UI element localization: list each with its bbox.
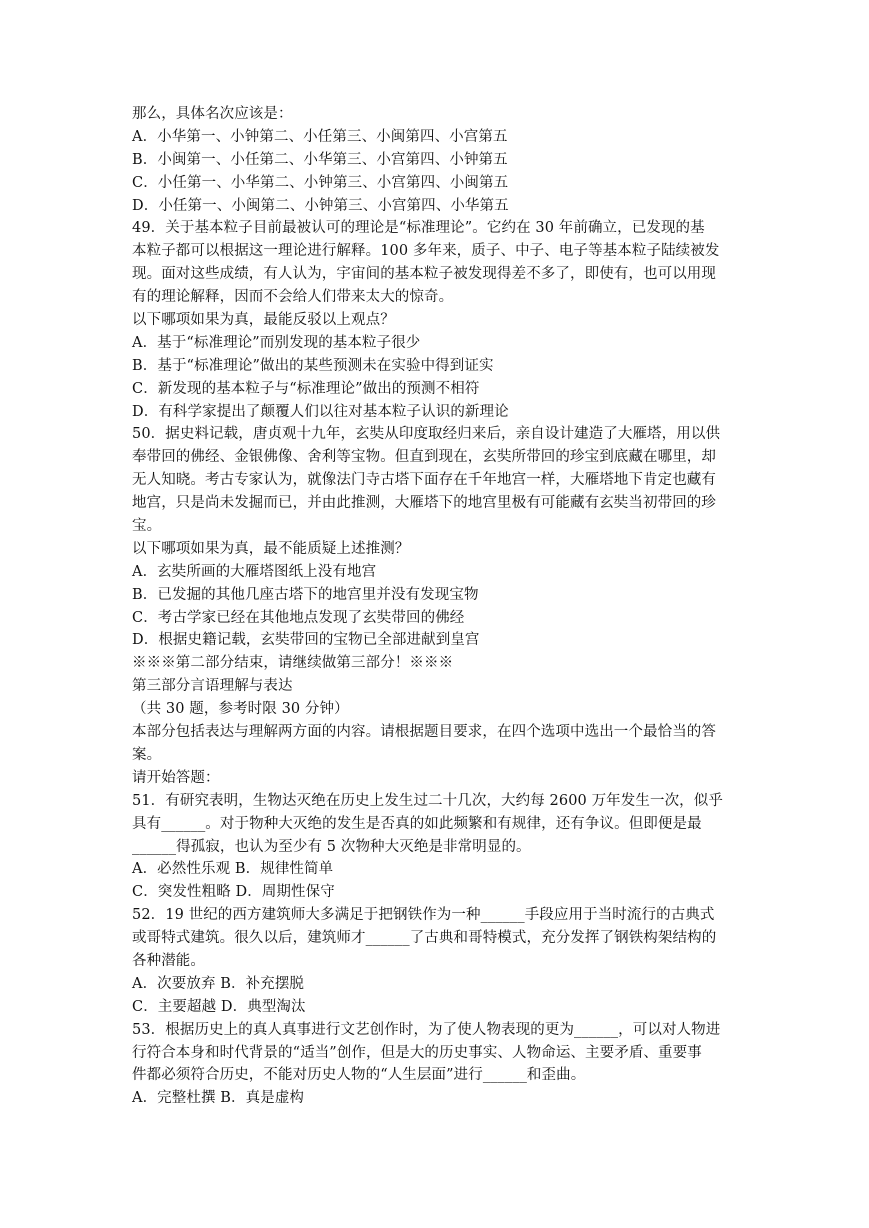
q50-stem-line-3: 无人知晓。考古专家认为，就像法门寺古塔下面存在千年地宫一样，大雁塔地下肯定也藏有: [132, 472, 716, 489]
intro-question-line: 那么，具体名次应该是：: [132, 106, 293, 122]
q51-options-cd: C．突发性粗略 D．周期性保守: [132, 884, 335, 901]
q50-stem-line-4: 地宫，只是尚未发掘而已，并由此推测，大雁塔下的地宫里极有可能藏有玄奘当初带回的珍: [132, 495, 716, 512]
q50-option-d: D．根据史籍记载，玄奘带回的宝物已全部进献到皇宫: [132, 632, 480, 649]
q51-stem-line-2: 具有______。对于物种大灭绝的发生是否真的如此频繁和有规律，还有争议。但即便是最: [132, 815, 702, 832]
q51-stem-line-3: ______得孤寂，也认为至少有 5 次物种大灭绝是非常明显的。: [132, 838, 531, 855]
q49-stem-line-4: 有的理论解释，因而不会给人们带来太大的惊奇。: [132, 289, 454, 306]
section-end-notice: ※※※第二部分结束，请继续做第三部分！※※※: [132, 655, 454, 672]
q50-stem-line-2: 奉带回的佛经、金银佛像、舍利等宝物。但直到现在，玄奘所带回的珍宝到底藏在哪里，却: [132, 449, 716, 466]
q49-stem-line-1: 49．关于基本粒子目前最被认可的理论是“标准理论”。它约在 30 年前确立，已发现的基: [132, 220, 705, 237]
q49-option-c: C．新发现的基本粒子与“标准理论”做出的预测不相符: [132, 380, 480, 397]
section-3-time-limit: （共 30 题，参考时限 30 分钟）: [132, 701, 349, 718]
q51-stem-line-1: 51．有研究表明，生物达灭绝在历史上发生过二十几次，大约每 2600 万年发生一次，似乎: [132, 792, 723, 809]
q53-stem-line-3: 件都必须符合历史，不能对历史人物的“人生层面”进行______和歪曲。: [132, 1067, 586, 1084]
q52-options-cd: C．主要超越 D．典型淘汰: [132, 998, 306, 1015]
q49-stem-line-3: 现。面对这些成绩，有人认为，宇宙间的基本粒子被发现得差不多了，即使有，也可以用现: [132, 266, 716, 283]
section-3-instructions-line-1: 本部分包括表达与理解两方面的内容。请根据题目要求，在四个选项中选出一个最恰当的答: [132, 724, 716, 741]
q49-option-b: B．基于“标准理论”做出的某些预测未在实验中得到证实: [132, 357, 494, 374]
q50-stem-line-1: 50．据史料记载，唐贞观十九年，玄奘从印度取经归来后，亲自设计建造了大雁塔，用以供: [132, 426, 721, 443]
q53-stem-line-1: 53．根据历史上的真人真事进行文艺创作时，为了使人物表现的更为______，可以对人物进: [132, 1021, 721, 1038]
q52-stem-line-3: 各种潜能。: [132, 952, 205, 969]
q50-option-a: A．玄奘所画的大雁塔图纸上没有地宫: [132, 563, 377, 580]
q52-stem-line-2: 或哥特式建筑。很久以后，建筑师才______了古典和哥特模式，充分发挥了钢铁构架结构的: [132, 930, 717, 947]
section-3-instructions-line-2: 案。: [132, 746, 162, 763]
q48-option-a: A．小华第一、小钟第二、小任第三、小闽第四、小宫第五: [132, 128, 508, 145]
q50-option-c: C．考古学家已经在其他地点发现了玄奘带回的佛经: [132, 609, 465, 626]
q49-option-a: A．基于“标准理论”而别发现的基本粒子很少: [132, 334, 421, 351]
q50-prompt: 以下哪项如果为真，最不能质疑上述推测？: [132, 540, 410, 557]
q52-options-ab: A．次要放弃 B．补充摆脱: [132, 975, 305, 992]
document-page: [132, 103, 742, 1110]
q49-stem-line-2: 本粒子都可以根据这一理论进行解释。100 多年来，质子、中子、电子等基本粒子陆续被发: [132, 243, 720, 260]
section-3-title: 第三部分言语理解与表达: [132, 678, 293, 695]
q51-options-ab: A．必然性乐观 B．规律性简单: [132, 861, 334, 878]
q50-stem-line-5: 宝。: [132, 518, 162, 535]
q53-options-ab: A．完整杜撰 B．真是虚构: [132, 1090, 305, 1107]
start-answering-label: 请开始答题：: [132, 769, 220, 786]
q49-prompt: 以下哪项如果为真，最能反驳以上观点？: [132, 312, 395, 329]
q50-option-b: B．已发掘的其他几座古塔下的地宫里并没有发现宝物: [132, 586, 479, 603]
q52-stem-line-1: 52．19 世纪的西方建筑师大多满足于把钢铁作为一种______手段应用于当时流行的古典式: [132, 907, 715, 924]
q49-option-d: D．有科学家提出了颠覆人们以往对基本粒子认识的新理论: [132, 403, 509, 420]
q48-option-c: C．小任第一、小华第二、小钟第三、小宫第四、小闽第五: [132, 174, 509, 191]
q48-option-b: B．小闽第一、小任第二、小华第三、小宫第四、小钟第五: [132, 151, 508, 168]
q53-stem-line-2: 行符合本身和时代背景的“适当”创作，但是大的历史事实、人物命运、主要矛盾、重要事: [132, 1044, 702, 1061]
q48-option-d: D．小任第一、小闽第二、小钟第三、小宫第四、小华第五: [132, 197, 509, 214]
